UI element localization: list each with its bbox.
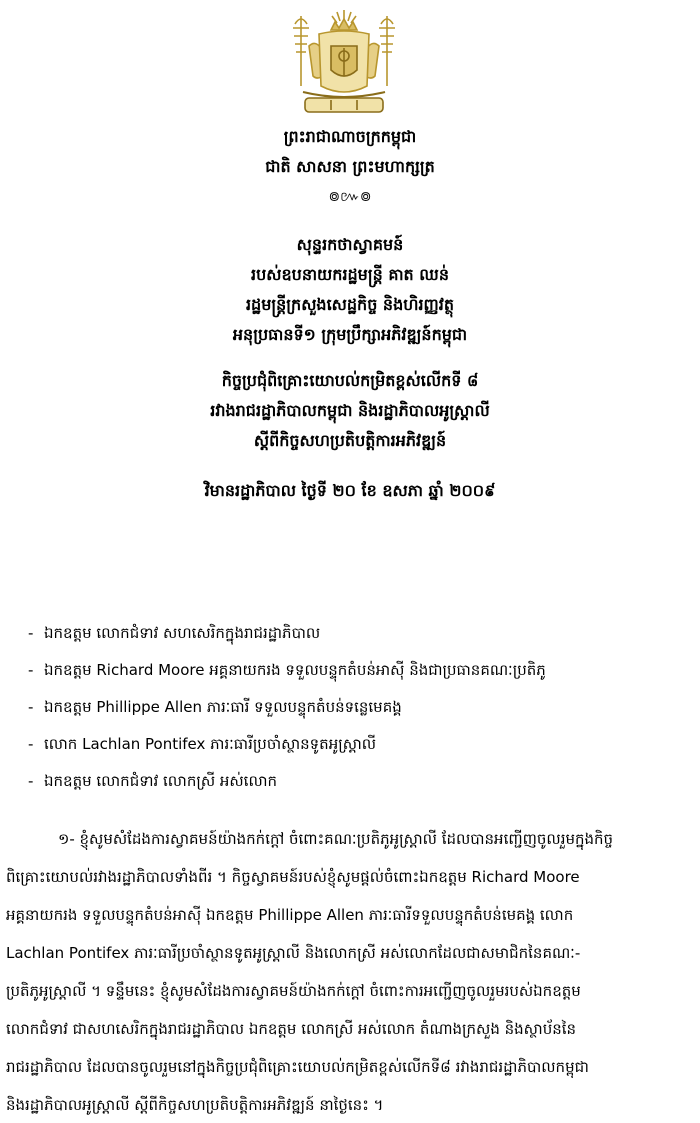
royal-arms-emblem-icon (281, 6, 407, 120)
paragraph-line: លោកជំទាវ ជាសហសេរិកក្នុងរាជរដ្ឋាភិបាល ឯកឧត្តម លោកស្រី អស់លោក តំណាងក្រសួង និងស្ថាប័ននៃ (6, 1020, 577, 1038)
location-date: វិមានរដ្ឋាភិបាល ថ្ងៃទី ២០ ខែ ឧសភា ឆ្នាំ ២០០៩ (204, 481, 496, 500)
speaker-name: របស់ឧបនាយករដ្ឋមន្ត្រី គាត ឈន់ (251, 265, 449, 284)
salutation-text: ឯកឧត្តម Phillippe Allen ភារៈធារី ទទួលបន្ទុកតំបន់ទន្លេមេគង្គ (44, 698, 402, 716)
salutation-text: ឯកឧត្តម Richard Moore អគ្គនាយករង ទទួលបន្ទុកតំបន់អាស៊ី និងជាប្រធានគណៈប្រតិភូ (44, 661, 546, 679)
list-dash: - (28, 661, 34, 679)
paragraph-line: ១- ខ្ញុំសូមសំដែងការស្វាគមន៍យ៉ាងកក់ក្តៅ ចំពោះគណៈប្រតិភូអូស្ត្រាលី ដែលបានអញ្ជើញចូលរួមក្នុងកិច្ច (58, 830, 614, 848)
salutation-item (28, 622, 320, 644)
paragraph-line: រាជរដ្ឋាភិបាល ដែលបានចូលរួមនៅក្នុងកិច្ចប្រជុំពិគ្រោះយោបល់កម្រិតខ្ពស់លើកទី៨ រវាងរាជរដ្ឋាភិបាលកម្ពុជា (6, 1058, 589, 1076)
event-subject: ស្តីពីកិច្ចសហប្រតិបត្តិការអភិវឌ្ឍន៍ (253, 431, 447, 450)
paragraph-line: ប្រតិភូអូស្ត្រាលី ។ ទន្ទឹមនេះ ខ្ញុំសូមសំដែងការស្វាគមន៍យ៉ាងកក់ក្តៅ ចំពោះការអញ្ជើញចូលរួមរបស់ឯកឧត្តម (6, 982, 581, 1000)
salutation-text: លោក Lachlan Pontifex ភារៈធារីប្រចាំស្ថានទូតអូស្ត្រាលី (44, 735, 377, 753)
salutation-item (28, 733, 376, 755)
event-parties: រវាងរាជរដ្ឋាភិបាលកម្ពុជា និងរដ្ឋាភិបាលអូស្ត្រាលី (210, 401, 490, 420)
paragraph-line: និងរដ្ឋាភិបាលអូស្ត្រាលី ស្តីពីកិច្ចសហប្រតិបត្តិការអភិវឌ្ឍន៍ នាថ្ងៃនេះ ។ (6, 1096, 384, 1114)
list-dash: - (28, 624, 34, 642)
salutation-item (28, 696, 402, 718)
paragraph-line: ពិគ្រោះយោបល់រវាងរដ្ឋាភិបាលទាំងពីរ ។ កិច្ចស្វាគមន៍របស់ខ្ញុំសូមផ្តល់ចំពោះឯកឧត្តម Richard Moore (6, 868, 580, 886)
salutation-item (28, 770, 277, 792)
salutation-text: ឯកឧត្តម លោកជំទាវ លោកស្រី អស់លោក (44, 772, 278, 790)
speech-title: សុន្ទរកថាស្វាគមន៍ (296, 235, 404, 254)
paragraph-line: Lachlan Pontifex ភារៈធារីប្រចាំស្ថានទូតអូស្ត្រាលី និងលោកស្រី អស់លោកដែលជាសមាជិកនៃគណៈ- (6, 944, 581, 962)
salutation-item (28, 659, 546, 681)
national-motto: ជាតិ សាសនា ព្រះមហាក្សត្រ (265, 157, 435, 176)
list-dash: - (28, 772, 34, 790)
list-dash: - (28, 735, 34, 753)
ornament-divider: ៙៚៙ (328, 189, 372, 205)
list-dash: - (28, 698, 34, 716)
paragraph-line: អគ្គនាយករង ទទួលបន្ទុកតំបន់អាស៊ី ឯកឧត្តម Phillippe Allen ភារៈធារីទទួលបន្ទុកតំបន់មេគង្គ លោក (6, 906, 574, 924)
event-title: កិច្ចប្រជុំពិគ្រោះយោបល់កម្រិតខ្ពស់លើកទី ៨ (221, 371, 479, 390)
kingdom-title: ព្រះរាជាណាចក្រកម្ពុជា (283, 127, 417, 146)
speaker-role: អនុប្រធានទី១ ក្រុមប្រឹក្សាអភិវឌ្ឍន៍កម្ពុជា (232, 325, 468, 344)
salutation-text: ឯកឧត្តម លោកជំទាវ សហសេរិកក្នុងរាជរដ្ឋាភិបាល (44, 624, 321, 642)
speaker-position: រដ្ឋមន្ត្រីក្រសួងសេដ្ឋកិច្ច និងហិរញ្ញវត្ថុ (245, 295, 455, 314)
